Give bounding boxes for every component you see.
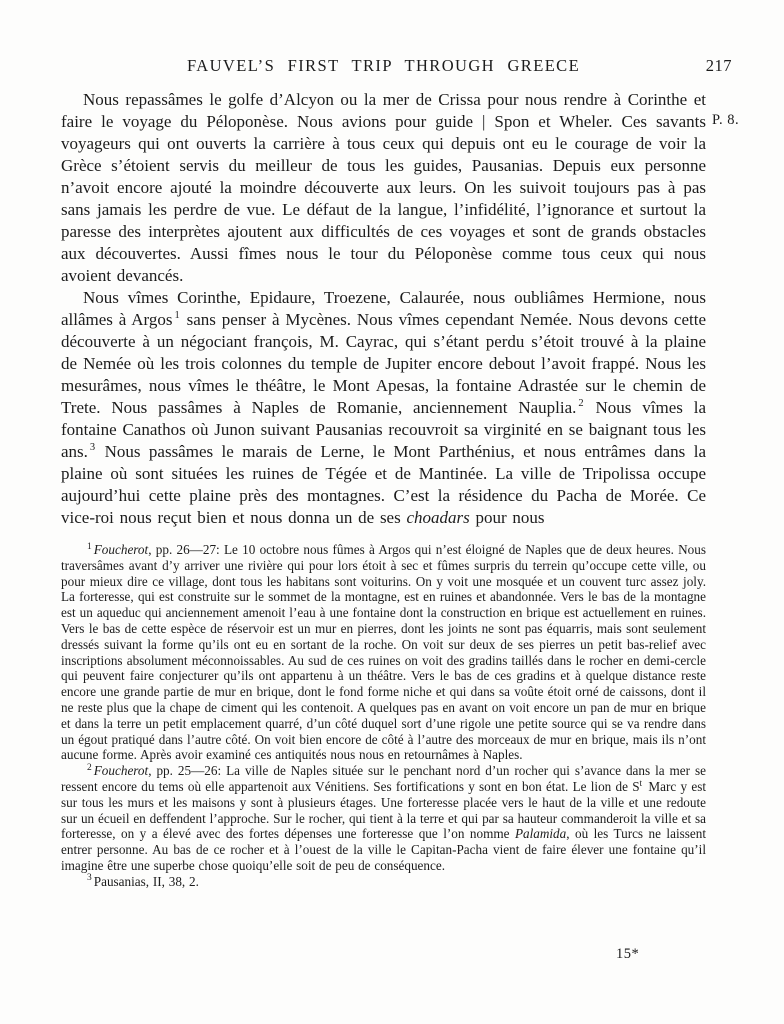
- text-segment: , pp. 26—27: Le 10 octobre nous fûmes à Argos qui n’est éloigné de Naples que de deux heures. Nous traversâmes avant d’y arriver une rivière qui pour lors étoit à sec et fûmes surpris du terrein qu’occupe cette ville, ou pour mieux dire ce village, dont tous les habitans sont voiturins. On y voit une mosquée et un couvent turc assez joly. La forteresse, qui est construite sur le sommet de la montagne, est en ruines et abandonnée. Vers le bas de la montagne est un aqueduc qui anciennement amenoit l’eau à une fontaine dont la construction en brique est actuellement en ruines. Vers le bas de cette espèce de réservoir est un mur en pierres, dont les joints ne sont pas équarris, mais sont seulement dressés suivant la forme qu’ils ont eu en sortant de la roche. On voit sur deux de ses pierres un petit bas-relief avec inscriptions absolument méconnoissables. Au sud de ces ruines on voit des gradins taillés dans le rocher en demi-cercle qui peuvent faire conjecturer qu’ils ont appartenu à un théâtre. Vers le bas de ces gradins et à quelque distance reste encore une grande partie de mur en brique, dont le fond forme niche et qui dans sa voûte étoit orné de caissons, dont il ne reste plus que la chape de ciment qui les contenoit. A quelques pas en avant on voit encore un pan de mur en brique et dans la terre un petit emplacement quarré, d’un côté duquel sort d’une rigole une petite source qui se va rendre dans un égout pratiqué dans l’autre côté. On voit bien encore de côté à l’autre des morceaux de mur en brique, mais ils n’ont aucune forme. Après avoir examiné ces antiquités nous nous en retournâmes à Naples.: [61, 542, 706, 763]
- text-segment: Nous vîmes Corinthe, Epidaure, Troezene, Calaurée, nous oubliâmes Hermione, nous allâmes à Argos: [61, 288, 706, 329]
- paragraph: [61, 89, 706, 287]
- text-segment: sans penser à Mycènes. Nous vîmes cependant Nemée. Nous devons cette découverte à un négociant françois, M. Cayrac, qui s’étant perdu s’étoit trouvé à la plaine de Nemée où les trois colonnes du temple de Jupiter encore debout l’avoit frappé. Nous les mesurâmes, nous vîmes le théâtre, le Mont Apesas, la fontaine Adrastée sur le chemin de Trete. Nous passâmes à Naples de Romanie, anciennement Nauplia.: [61, 310, 706, 417]
- footnote-reference: 3: [89, 442, 96, 454]
- footnote: [61, 542, 706, 763]
- footnote-reference: 1: [87, 541, 92, 552]
- text-segment: Nous vîmes la fontaine Canathos où Junon suivant Pausanias recouvroit sa virginité en se baignant tous les ans.: [61, 398, 706, 461]
- text-segment: choadars: [406, 508, 470, 527]
- text-segment: , où les Turcs ne laissent entrer personne. Au bas de ce rocher et à l’ouest de la ville le Capitan-Pacha vient de faire élever une fontaine qu’il imagine être une superbe chose quoiqu’elle soit de peu de conséquence.: [61, 826, 706, 873]
- page-content: [61, 89, 706, 890]
- text-segment: pour nous: [469, 508, 545, 527]
- running-head: [61, 56, 732, 76]
- footnote-reference: 1: [174, 310, 180, 322]
- margin-note: P. 8.: [712, 112, 740, 128]
- footnote-reference: 2: [87, 762, 92, 773]
- text-segment: Pausanias, II, 38, 2.: [93, 873, 199, 889]
- main-text: [61, 89, 706, 529]
- text-segment: Nous repassâmes le golfe d’Alcyon ou la mer de Crissa pour nous rendre à Corinthe et faire le voyage du Péloponèse. Nous avions pour guide | Spon et Wheler. Ces savants voyageurs qui ont ouverts la carrière à tous ceux qui depuis ont eu le courage de voir la Grèce s’étoient servis du meilleur de tous les guides, Pausanias. Depuis eux personne n’avoit encore ajouté la moindre découverte aux leurs. On les suivoit toujours pas à pas sans jamais les perdre de vue. Le défaut de la langue, l’infidélité, l’ignorance et surtout la paresse des interprètes ajoutent aux difficultés de ces voyages et sont de grands obstacles aux découvertes. Aussi fîmes nous le tour du Péloponèse comme tous ceux qui nous avoient devancés.: [61, 90, 706, 285]
- page-number: 217: [705, 56, 732, 75]
- text-segment: , pp. 25—26: La ville de Naples située sur le penchant nord d’un rocher qui s’avance dans la mer se ressent encore du tems où elle appartenoit aux Vénitiens. Ses fortifications y sont en bon état. Le lion de S: [61, 763, 706, 794]
- paragraph: [61, 287, 706, 529]
- page-title: FAUVEL’S FIRST TRIP THROUGH GREECE: [186, 56, 581, 75]
- text-segment: Foucherot: [93, 542, 149, 557]
- text-segment: Foucherot: [93, 763, 149, 779]
- signature-mark: 15*: [616, 946, 640, 962]
- footnote: [61, 874, 706, 890]
- text-segment: Nous passâmes le marais de Lerne, le Mont Parthénius, et nous entrâmes dans la plaine où sont situées les ruines de Tégée et de Mantinée. La ville de Tripolissa occupe aujourd’hui cette plaine près des montagnes. C’est la résidence du Pacha de Morée. Ce vice-roi nous reçut bien et nous donna un de ses: [61, 442, 706, 527]
- footnote-reference: 2: [578, 398, 584, 410]
- footnote-reference: 3: [87, 873, 92, 884]
- footnote: [61, 763, 706, 874]
- text-segment: Palamida: [514, 826, 567, 842]
- footnote-reference: t: [639, 778, 643, 789]
- text-segment: Marc y est sur tous les murs et les maisons y sont à plusieurs étages. Une forteresse placée vers le haut de la ville et une redoute sur un écueil en deffendent l’approche. Sur le rocher, qui tient à la terre et qui par sa hauteur commanderoit la ville et sa forteresse, on y a élevé avec des fortes dépenses une forteresse que l’on nomme: [61, 778, 707, 842]
- footnotes-section: [61, 542, 706, 890]
